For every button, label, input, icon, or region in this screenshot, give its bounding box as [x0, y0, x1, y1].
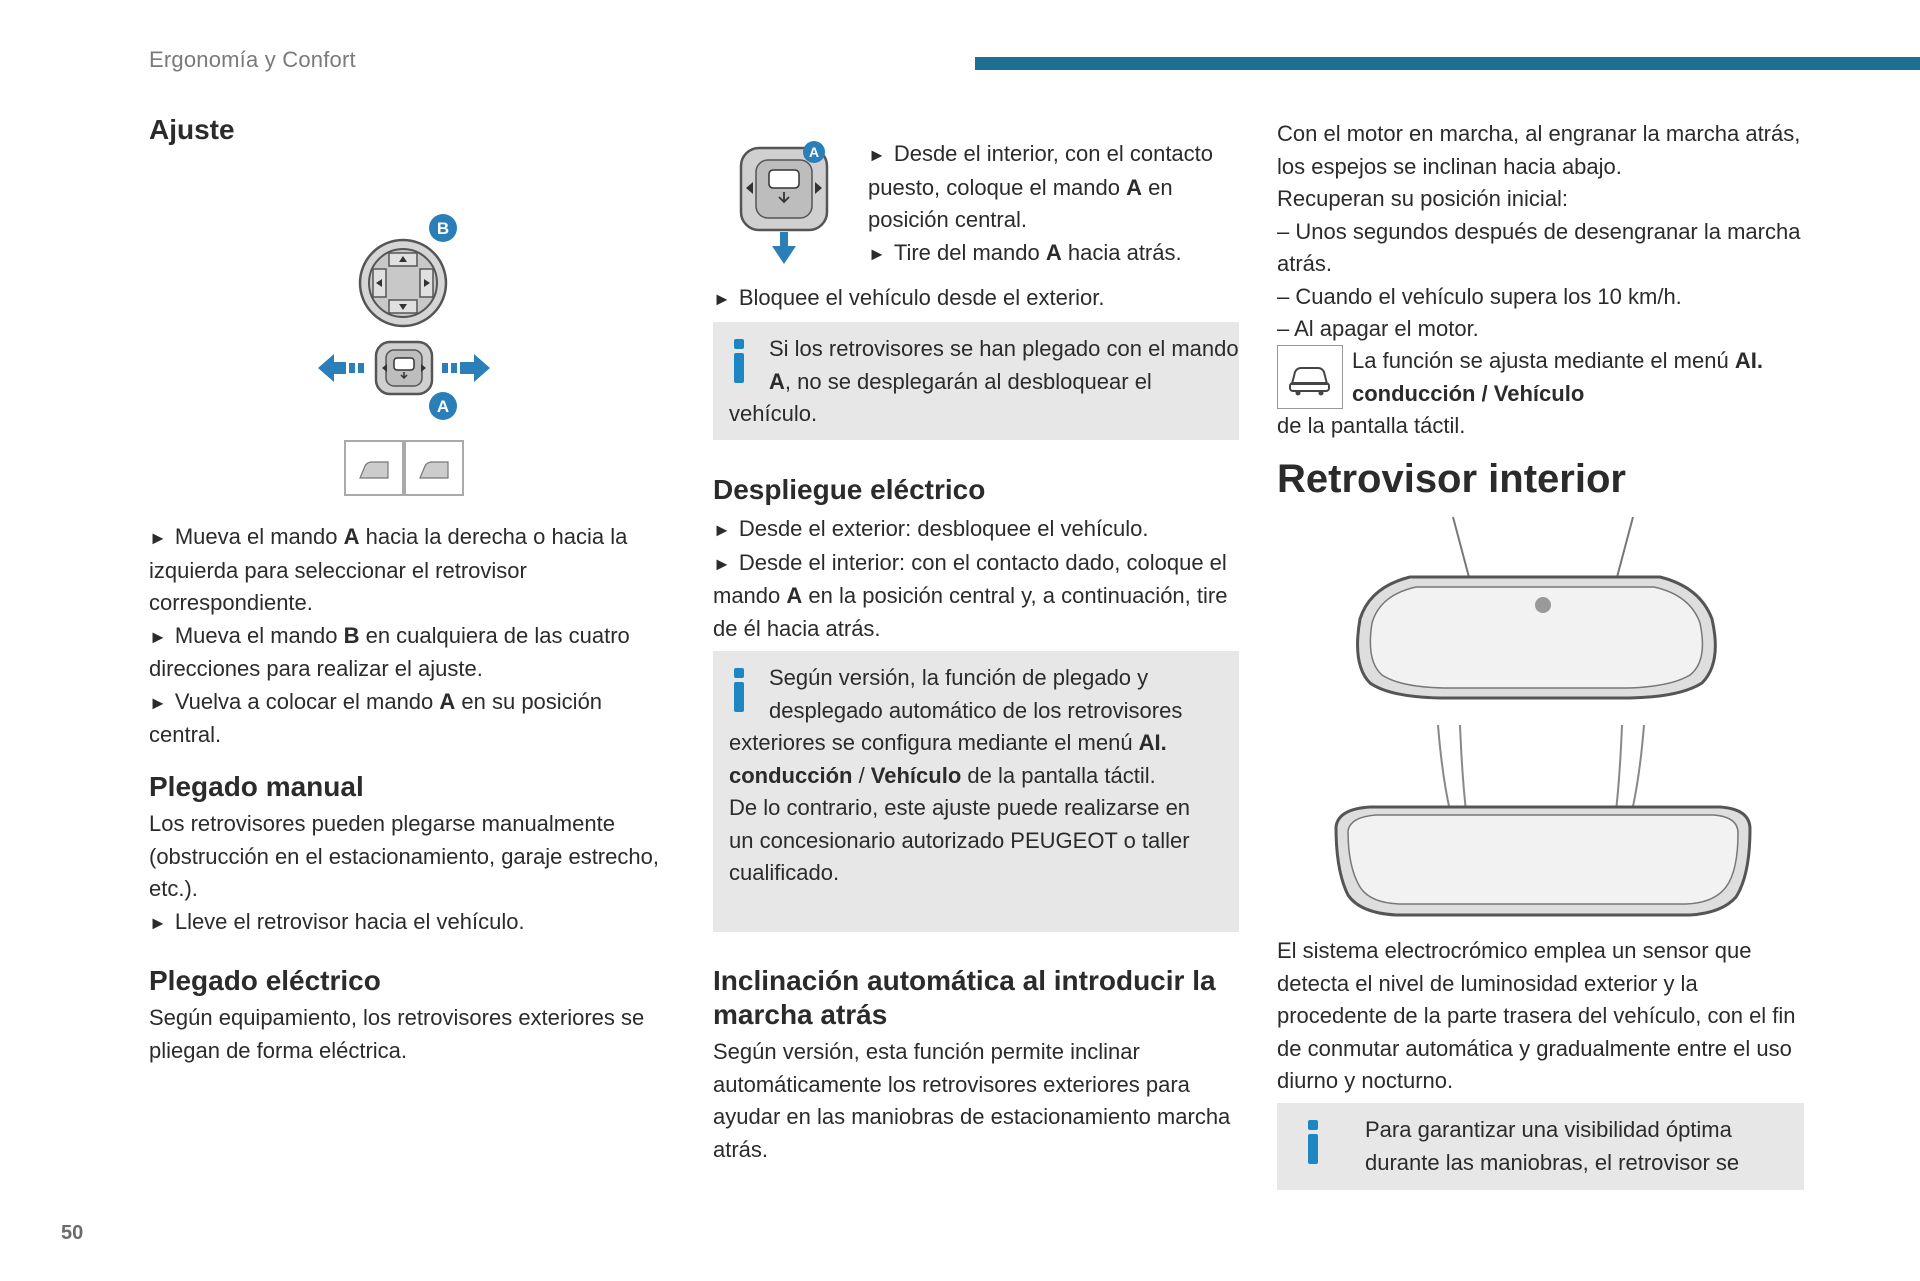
info-despliegue-p1: Según versión, la función de plegado y desplegado automático de los retrovisores exteriores se configura mediante el menú AI. conducción / Vehículo de la pantalla táctil. [729, 665, 1183, 788]
despliegue-step-2: ► Desde el interior: con el contacto dado, coloque el mando A en la posición central y, a continuación, tire de él hacia atrás. [713, 549, 1228, 641]
right-mirror-selector-icon [405, 441, 463, 495]
heading-inclinacion: Inclinación automática al introducir la marcha atrás [713, 965, 1216, 1030]
heading-plegado-manual: Plegado manual [149, 771, 364, 802]
control-a-pull-diagram [736, 140, 832, 270]
inclinacion-section [713, 964, 1243, 1166]
control-b-knob [360, 240, 446, 326]
label-a-badge [803, 141, 825, 163]
electrocromico-text-block [1277, 935, 1807, 1098]
arrow-right-icon [460, 354, 490, 382]
dash-item-1: – Unos segundos después de desengranar la marcha atrás. [1277, 218, 1801, 276]
label-a-badge [429, 392, 457, 420]
heading-plegado-electrico: Plegado eléctrico [149, 965, 381, 996]
light-sensor-icon [1535, 597, 1551, 613]
plegado-step-2: ► Tire del mando A hacia atrás. [868, 239, 1182, 265]
heading-despliegue-electrico: Despliegue eléctrico [713, 474, 986, 505]
retrovisor-interior-section [1277, 456, 1807, 502]
bullet-icon: ► [149, 692, 167, 713]
plegado-step-3: ► Bloquee el vehículo desde el exterior. [713, 285, 1105, 310]
bullet-icon: ► [868, 243, 886, 264]
bullet-icon: ► [713, 520, 731, 540]
info-box-retrovisor [1277, 1103, 1804, 1190]
electrocromico-text: El sistema electrocrómico emplea un sensor que detecta el nivel de luminosidad exterior y la procedente de la parte trasera del vehículo, con el fin de conmutar automática y gradualmente entre el uso diurno y nocturno. [1277, 938, 1796, 1093]
bullet-icon: ► [868, 145, 886, 165]
car-icon [1277, 345, 1343, 409]
bullet-icon: ► [149, 528, 167, 548]
plegado-electrico-section [149, 964, 669, 1067]
plegado-electrico-text: Según equipamiento, los retrovisores exteriores se pliegan de forma eléctrica. [149, 1005, 645, 1063]
bullet-icon: ► [713, 289, 731, 309]
plegado-step-1: ► Desde el interior, con el contacto puesto, coloque el mando A en posición central. [868, 141, 1214, 232]
ajuste-step-2: ► Mueva el mando B en cualquiera de las cuatro direcciones para realizar el ajuste. [149, 622, 630, 681]
info-box-despliegue [713, 651, 1239, 932]
label-a: A [436, 397, 450, 416]
section-title: Ergonomía y Confort [149, 47, 356, 72]
label-b: B [436, 219, 450, 238]
ajuste-step-3: ► Vuelva a colocar el mando A en su posición central. [149, 688, 603, 747]
info-icon [1297, 1114, 1343, 1170]
plegado-step-3-block [713, 282, 1243, 316]
heading-ajuste: Ajuste [149, 114, 235, 145]
bullet-icon: ► [713, 553, 731, 574]
info-despliegue-p2: De lo contrario, este ajuste puede realizarse en un concesionario autorizado PEUGEOT o taller cualificado. [729, 795, 1191, 885]
plegado-manual-step: ► Lleve el retrovisor hacia el vehículo. [149, 908, 525, 934]
interior-mirror-illustration [1330, 515, 1760, 925]
label-b-badge [429, 214, 457, 242]
intro-text-1: Con el motor en marcha, al engranar la marcha atrás, los espejos se inclinan hacia abajo. [1277, 121, 1801, 179]
control-a-knob [376, 342, 432, 394]
left-mirror-selector-icon [345, 441, 403, 495]
info-retrovisor-text: Para garantizar una visibilidad óptima durante las maniobras, el retrovisor se [1365, 1117, 1740, 1175]
intro-text-2: Recuperan su posición inicial: [1277, 186, 1569, 211]
inclinacion-continued [1277, 118, 1807, 346]
bullet-icon: ► [149, 912, 167, 933]
ajuste-step-1: ► Mueva el mando A hacia la derecha o hacia la izquierda para seleccionar el retrovisor correspondiente. [149, 524, 628, 615]
arrow-left-icon [318, 354, 346, 382]
plegado-manual-section [149, 770, 669, 939]
menu-text-tail: de la pantalla táctil. [1277, 413, 1466, 438]
menu-text-head: La función se ajusta mediante el menú AI. conducción / Vehículo [1352, 348, 1763, 406]
header-accent-bar [975, 57, 1920, 70]
bullet-icon: ► [149, 626, 167, 647]
heading-ajuste-block [149, 113, 669, 147]
plegado-steps [868, 138, 1243, 270]
arrow-down-icon [772, 246, 796, 264]
mirror-control-diagram [310, 208, 500, 503]
info-box-plegado: Si los retrovisores se han plegado con el mando A, no se desplegarán al desbloquear el vehículo. [713, 322, 1239, 440]
inclinacion-text: Según versión, esta función permite inclinar automáticamente los retrovisores exteriores para ayudar en las maniobras de estacionamiento marcha atrás. [713, 1039, 1231, 1162]
dash-item-2: – Cuando el vehículo supera los 10 km/h. [1277, 283, 1682, 309]
info-icon [723, 333, 769, 389]
despliegue-section [713, 473, 1243, 645]
page-number: 50 [61, 1222, 84, 1244]
ajuste-steps [149, 521, 669, 752]
label-a: A [808, 144, 820, 160]
despliegue-step-1: ► Desde el exterior: desbloquee el vehículo. [713, 516, 1149, 541]
dash-item-3: – Al apagar el motor. [1277, 316, 1479, 341]
plegado-manual-text: Los retrovisores pueden plegarse manualmente (obstrucción en el estacionamiento, garaje estrecho, etc.). [149, 811, 659, 901]
info-icon [723, 662, 769, 718]
heading-retrovisor-interior: Retrovisor interior [1277, 457, 1626, 501]
